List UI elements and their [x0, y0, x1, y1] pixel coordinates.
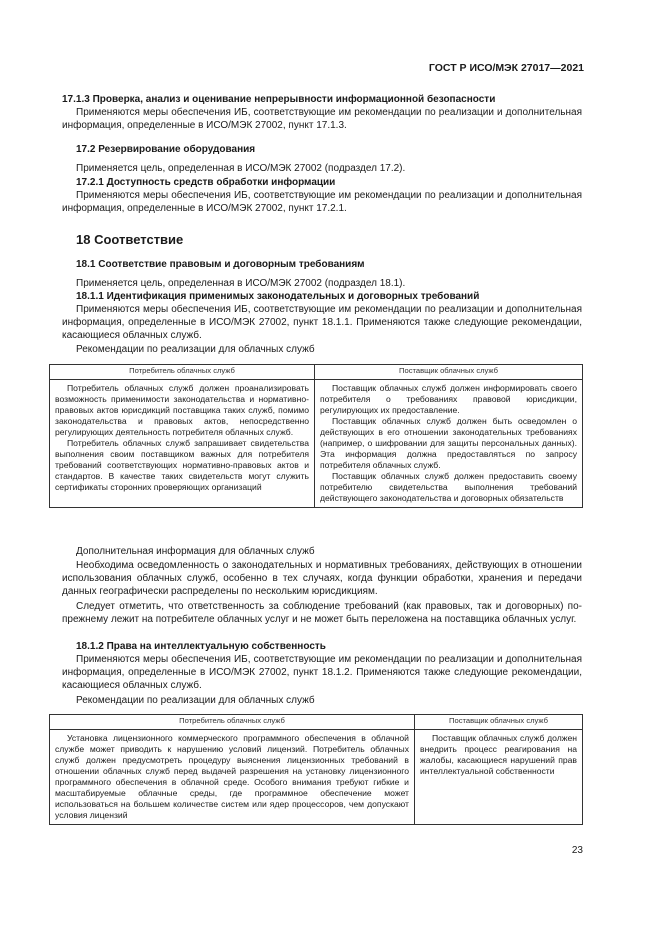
recommendations-table-1 — [49, 364, 583, 508]
clause-17-1-3-title: 17.1.3 Проверка, анализ и оценивание непрерывности информационной безопасности — [62, 94, 496, 105]
clause-18-1-text: Применяется цель, определенная в ИСО/МЭК 27002 (подраздел 18.1). — [76, 278, 406, 289]
table1-header-consumer: Потребитель облачных служб — [50, 365, 315, 380]
table1-provider-paragraph: Поставщик облачных служб должен предоставить своему потребителю свидетельства выполнения требований действующего законодательства и договорных обязательств — [320, 471, 577, 503]
clause-18-1-1-title: 18.1.1 Идентификация применимых законодательных и договорных требований — [76, 291, 480, 302]
clause-17-2-title: 17.2 Резервирование оборудования — [76, 144, 256, 155]
clause-18-1-1-text: Применяются меры обеспечения ИБ, соответствующие им рекомендации по реализации и дополнительная информация, определенные в ИСО/МЭК 27002, пункт 18.1.1. Применяются также следующие рекомендации, касающиеся облачных служб. — [62, 304, 582, 341]
clause-18-1-title: 18.1 Соответствие правовым и договорным требованиям — [76, 259, 365, 270]
table1-consumer-cell — [50, 380, 315, 508]
table1-provider-paragraph: Поставщик облачных служб должен быть осведомлен о действующих в его отношении законодательных требованиях (например, о шифровании для защиты персональных данных). Эта информация должна предоставляться по запросу потребителя облачных служб. — [320, 416, 577, 470]
clause-17-2-text: Применяется цель, определенная в ИСО/МЭК 27002 (подраздел 17.2). — [76, 163, 406, 174]
clause-18-1-2-title: 18.1.2 Права на интеллектуальную собственность — [76, 641, 326, 652]
table2-header-consumer: Потребитель облачных служб — [50, 715, 415, 730]
document-header: ГОСТ Р ИСО/МЭК 27017—2021 — [428, 62, 584, 74]
section-18-title: 18 Соответствие — [76, 232, 184, 247]
table2-provider-paragraph: Поставщик облачных служб должен внедрить процесс реагирования на жалобы, касающиеся нарушений прав интеллектуальной собственности — [420, 733, 577, 776]
clause-17-2-1-title: 17.2.1 Доступность средств обработки информации — [76, 177, 336, 188]
additional-info-text-1: Необходима осведомленность о законодательных и нормативных требованиях, действующих в отношении использования облачных служб, особенно в тех случаях, когда функции обработки, хранения и передачи данных географически распределены по нескольким юрисдикциям. — [62, 560, 582, 597]
table1-consumer-paragraph: Потребитель облачных служб должен проанализировать возможность применимости законодательства и нормативно-правовых актов юрисдикций поставщика таких служб, помимо законодательства и правовых актов, непосредственно регулирующих деятельность потребителя облачных служб. — [55, 383, 309, 437]
page-number: 23 — [571, 845, 583, 856]
clause-17-1-3-text: Применяются меры обеспечения ИБ, соответствующие им рекомендации по реализации и дополнительная информация, определенные в ИСО/МЭК 27002, пункт 17.1.3. — [62, 107, 582, 131]
table1-consumer-paragraph: Потребитель облачных служб запрашивает свидетельства выполнения своим поставщиком важных для потребителя требований соответствующих нормативно-правовых актов и стандартов. В качестве таких свидетельств могут служить сертификаты сторонних проверяющих организаций — [55, 438, 309, 492]
clause-17-2-1-text: Применяются меры обеспечения ИБ, соответствующие им рекомендации по реализации и дополнительная информация, определенные в ИСО/МЭК 27002, пункт 17.2.1. — [62, 190, 582, 214]
recommendations-label-1: Рекомендации по реализации для облачных служб — [76, 344, 315, 355]
table1-provider-cell — [315, 380, 583, 508]
table1-provider-paragraph: Поставщик облачных служб должен информировать своего потребителя о требованиях правовой юрисдикции, регулирующих их предоставление. — [320, 383, 577, 415]
recommendations-table-2 — [49, 714, 583, 825]
clause-18-1-2-text: Применяются меры обеспечения ИБ, соответствующие им рекомендации по реализации и дополнительная информация, определенные в ИСО/МЭК 27002, пункт 18.1.2. Применяются также следующие рекомендации, касающиеся облачных служб. — [62, 654, 582, 691]
table2-header-provider: Поставщик облачных служб — [415, 715, 583, 730]
table1-header-provider: Поставщик облачных служб — [315, 365, 583, 380]
recommendations-label-2: Рекомендации по реализации для облачных служб — [76, 695, 315, 706]
additional-info-label: Дополнительная информация для облачных служб — [76, 546, 315, 557]
additional-info-text-2: Следует отметить, что ответственность за соблюдение требований (как правовых, так и договорных) по-прежнему лежит на потребителе облачных услуг и не может быть переложена на поставщика облачных услуг. — [62, 601, 582, 625]
table2-consumer-cell — [50, 730, 415, 825]
table2-provider-cell — [415, 730, 583, 825]
table2-consumer-paragraph: Установка лицензионного коммерческого программного обеспечения в облачной службе может приводить к нарушению условий лицензий. Потребитель облачных служб должен предусмотреть процедуру выяснения лицензионных требований в отношении облачных служб перед выдачей разрешения на установку лицензионного программного обеспечения в облачной среде. Особого внимания требуют гибкие и масштабируемые облачные среды, где программное обеспечение может использоваться на большем количестве систем или ядер процессоров, чем допускают условия лицензий — [55, 733, 409, 820]
